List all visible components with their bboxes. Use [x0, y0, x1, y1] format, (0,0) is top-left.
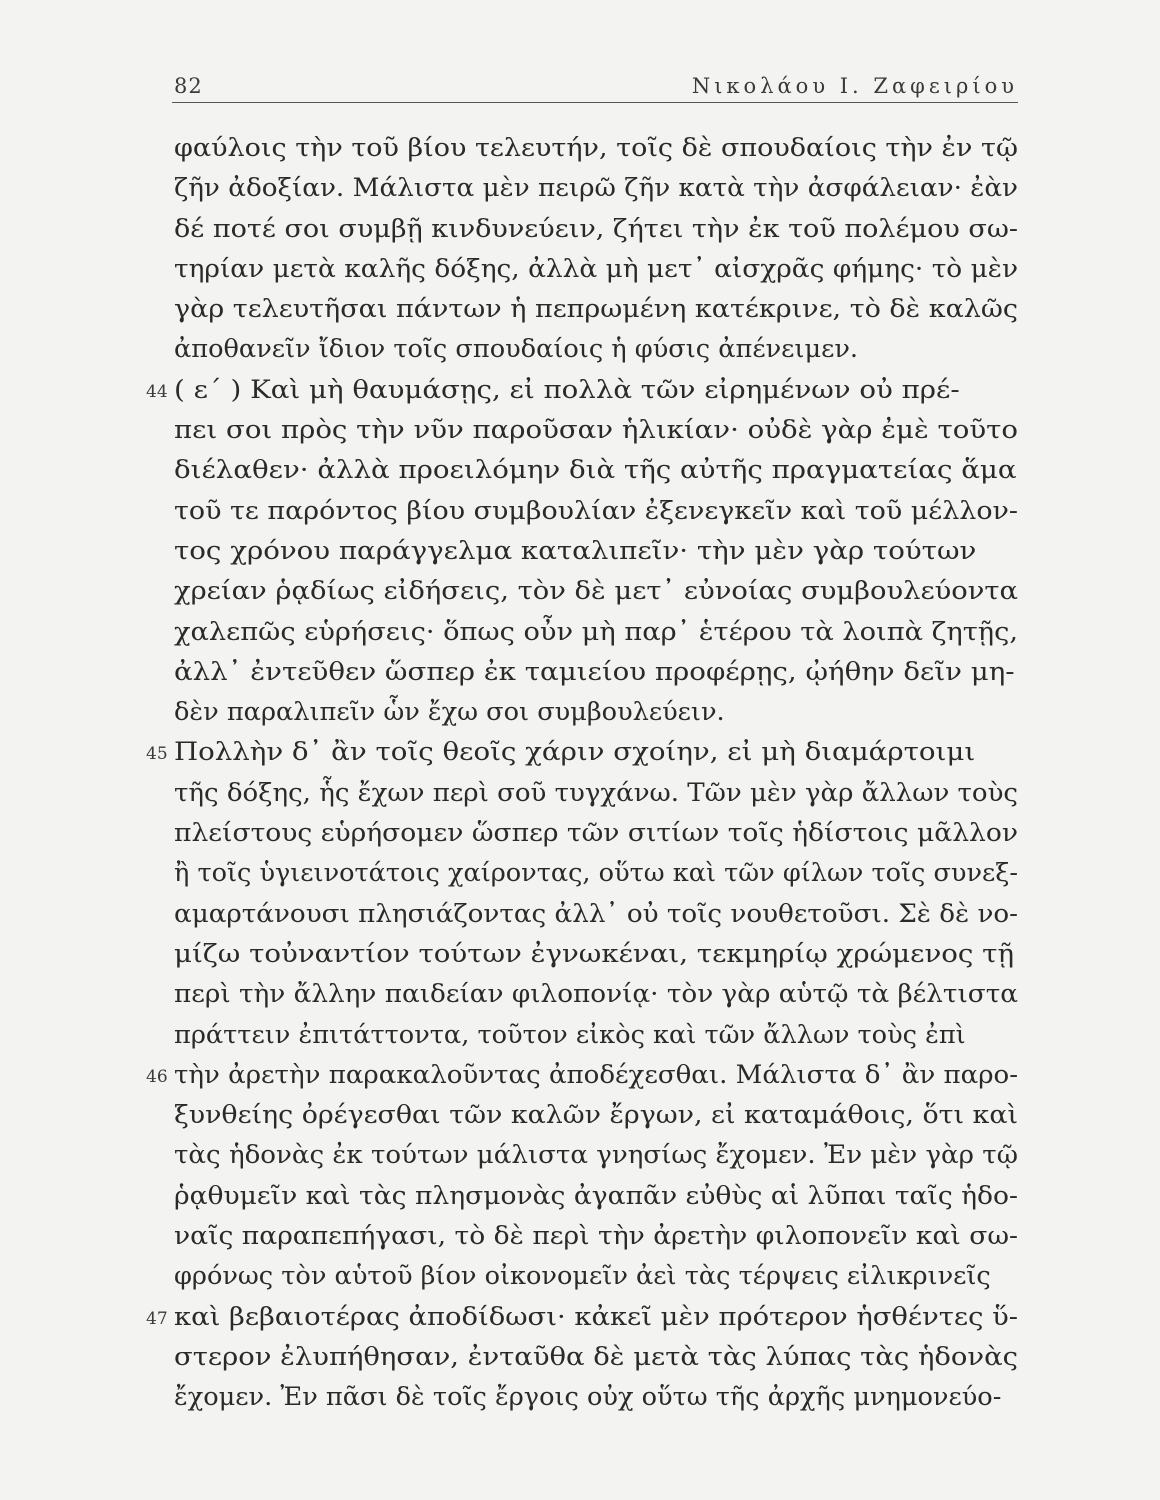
- line-text: δὲν παραλιπεῖν ὧν ἔχω σοι συμβουλεύειν.: [174, 697, 725, 728]
- text-line: [0, 410, 1160, 450]
- text-line: [0, 813, 1160, 853]
- line-text: χρείαν ῥᾳδίως εἰδήσεις, τὸν δὲ μετ᾽ εὐνοίας συμβουλεύοντα: [174, 576, 1018, 607]
- text-line: [0, 168, 1160, 208]
- line-text: πλείστους εὑρήσομεν ὥσπερ τῶν σιτίων τοῖς ἡδίστοις μᾶλλον: [174, 818, 1019, 849]
- text-line: [0, 1297, 1160, 1337]
- line-text: τὴν ἀρετὴν παρακαλοῦντας ἀποδέχεσθαι. Μάλιστα δ᾽ ἂν παρο-: [174, 1059, 1018, 1090]
- text-line: [0, 571, 1160, 611]
- text-line: [0, 974, 1160, 1014]
- line-text: καὶ βεβαιοτέρας ἀποδίδωσι· κἀκεῖ μὲν πρότερον ἡσθέντες ὕ-: [174, 1301, 1018, 1332]
- text-line: [0, 370, 1160, 410]
- text-line: [0, 1055, 1160, 1095]
- text-line: [0, 1135, 1160, 1175]
- text-line: [0, 1216, 1160, 1256]
- text-line: [0, 289, 1160, 329]
- line-text: ναῖς παραπεπήγασι, τὸ δὲ περὶ τὴν ἀρετὴν φιλοπονεῖν καὶ σω-: [174, 1221, 1018, 1252]
- text-line: [0, 853, 1160, 893]
- text-line: [0, 209, 1160, 249]
- line-text: ξυνθείης ὀρέγεσθαι τῶν καλῶν ἔργων, εἰ καταμάθοις, ὅτι καὶ: [174, 1100, 1019, 1131]
- running-head: Νικολάου Ι. Ζαφειρίου: [691, 74, 1018, 98]
- line-text: περὶ τὴν ἄλλην παιδείαν φιλοπονίᾳ· τὸν γὰρ αὑτῷ τὰ βέλτιστα: [174, 979, 1018, 1010]
- text-line: [0, 732, 1160, 772]
- text-line: [0, 612, 1160, 652]
- margin-section-number: 44: [146, 381, 168, 402]
- line-text: ἢ τοῖς ὑγιεινοτάτοις χαίροντας, οὕτω καὶ τῶν φίλων τοῖς συνεξ-: [174, 858, 1018, 889]
- line-text: ἔχομεν. Ἐν πᾶσι δὲ τοῖς ἔργοις οὐχ οὕτω τῆς ἀρχῆς μνημονεύο-: [174, 1382, 1002, 1413]
- text-line: [0, 329, 1160, 369]
- text-line: [0, 773, 1160, 813]
- text-line: [0, 249, 1160, 289]
- line-text: χαλεπῶς εὑρήσεις· ὅπως οὖν μὴ παρ᾽ ἑτέρου τὰ λοιπὰ ζητῇς,: [174, 616, 1018, 647]
- line-text: ζῆν ἀδοξίαν. Μάλιστα μὲν πειρῶ ζῆν κατὰ τὴν ἀσφάλειαν· ἐὰν: [174, 173, 1018, 204]
- line-text: τος χρόνου παράγγελμα καταλιπεῖν· τὴν μὲν γὰρ τούτων: [174, 535, 977, 566]
- line-text: ( ε΄ ) Καὶ μὴ θαυμάσῃς, εἰ πολλὰ τῶν εἰρημένων οὐ πρέ-: [174, 374, 960, 405]
- text-line: [0, 1337, 1160, 1377]
- text-line: [0, 531, 1160, 571]
- line-text: αμαρτάνουσι πλησιάζοντας ἀλλ᾽ οὐ τοῖς νουθετοῦσι. Σὲ δὲ νο-: [174, 898, 1019, 929]
- margin-section-number: 47: [146, 1308, 168, 1329]
- text-line: [0, 652, 1160, 692]
- text-line: [0, 1176, 1160, 1216]
- line-text: διέλαθεν· ἀλλὰ προειλόμην διὰ τῆς αὐτῆς πραγματείας ἅμα: [174, 455, 1017, 486]
- line-text: ἀποθανεῖν ἴδιον τοῖς σπουδαίοις ἡ φύσις ἀπένειμεν.: [174, 334, 859, 365]
- line-text: δέ ποτέ σοι συμβῇ κινδυνεύειν, ζήτει τὴν ἐκ τοῦ πολέμου σω-: [174, 213, 1018, 244]
- margin-section-number: 45: [146, 744, 168, 765]
- text-line: [0, 894, 1160, 934]
- page-number: 82: [174, 74, 203, 98]
- line-text: μίζω τοὐναντίον τούτων ἐγνωκέναι, τεκμηρίῳ χρώμενος τῇ: [174, 938, 1015, 969]
- line-text: γὰρ τελευτῆσαι πάντων ἡ πεπρωμένη κατέκρινε, τὸ δὲ καλῶς: [174, 294, 1018, 325]
- line-text: πράττειν ἐπιτάττοντα, τοῦτον εἰκὸς καὶ τῶν ἄλλων τοὺς ἐπὶ: [174, 1019, 966, 1050]
- line-text: φαύλοις τὴν τοῦ βίου τελευτήν, τοῖς δὲ σπουδαίοις τὴν ἐν τῷ: [174, 133, 1018, 163]
- header-rule: [172, 102, 1018, 103]
- line-text: τηρίαν μετὰ καλῆς δόξης, ἀλλὰ μὴ μετ᾽ αἰσχρᾶς φήμης· τὸ μὲν: [174, 253, 1018, 284]
- page-header: [172, 70, 1018, 102]
- text-line: [0, 128, 1160, 168]
- text-line: [0, 934, 1160, 974]
- text-line: [0, 1377, 1160, 1417]
- line-text: ῥᾳθυμεῖν καὶ τὰς πλησμονὰς ἀγαπᾶν εὐθὺς αἱ λῦπαι ταῖς ἡδο-: [174, 1180, 1018, 1211]
- text-body: [0, 128, 1160, 1418]
- text-line: [0, 450, 1160, 490]
- text-line: [0, 1095, 1160, 1135]
- line-text: πει σοι πρὸς τὴν νῦν παροῦσαν ἡλικίαν· οὐδὲ γὰρ ἐμὲ τοῦτο: [174, 415, 1019, 446]
- text-line: [0, 692, 1160, 732]
- line-text: φρόνως τὸν αὑτοῦ βίον οἰκονομεῖν ἀεὶ τὰς τέρψεις εἰλικρινεῖς: [174, 1261, 991, 1292]
- line-text: τὰς ἡδονὰς ἐκ τούτων μάλιστα γνησίως ἔχομεν. Ἐν μὲν γὰρ τῷ: [174, 1140, 1018, 1171]
- text-line: [0, 1015, 1160, 1055]
- text-line: [0, 1256, 1160, 1296]
- line-text: Πολλὴν δ᾽ ἂν τοῖς θεοῖς χάριν σχοίην, εἰ μὴ διαμάρτοιμι: [174, 737, 976, 768]
- margin-section-number: 46: [146, 1066, 168, 1087]
- text-line: [0, 491, 1160, 531]
- line-text: στερον ἐλυπήθησαν, ἐνταῦθα δὲ μετὰ τὰς λύπας τὰς ἡδονὰς: [174, 1341, 1018, 1372]
- line-text: τοῦ τε παρόντος βίου συμβουλίαν ἐξενεγκεῖν καὶ τοῦ μέλλον-: [174, 495, 1018, 526]
- line-text: τῆς δόξης, ἧς ἔχων περὶ σοῦ τυγχάνω. Τῶν μὲν γὰρ ἄλλων τοὺς: [174, 777, 1018, 808]
- line-text: ἀλλ᾽ ἐντεῦθεν ὥσπερ ἐκ ταμιείου προφέρῃς, ᾠήθην δεῖν μη-: [174, 656, 1015, 687]
